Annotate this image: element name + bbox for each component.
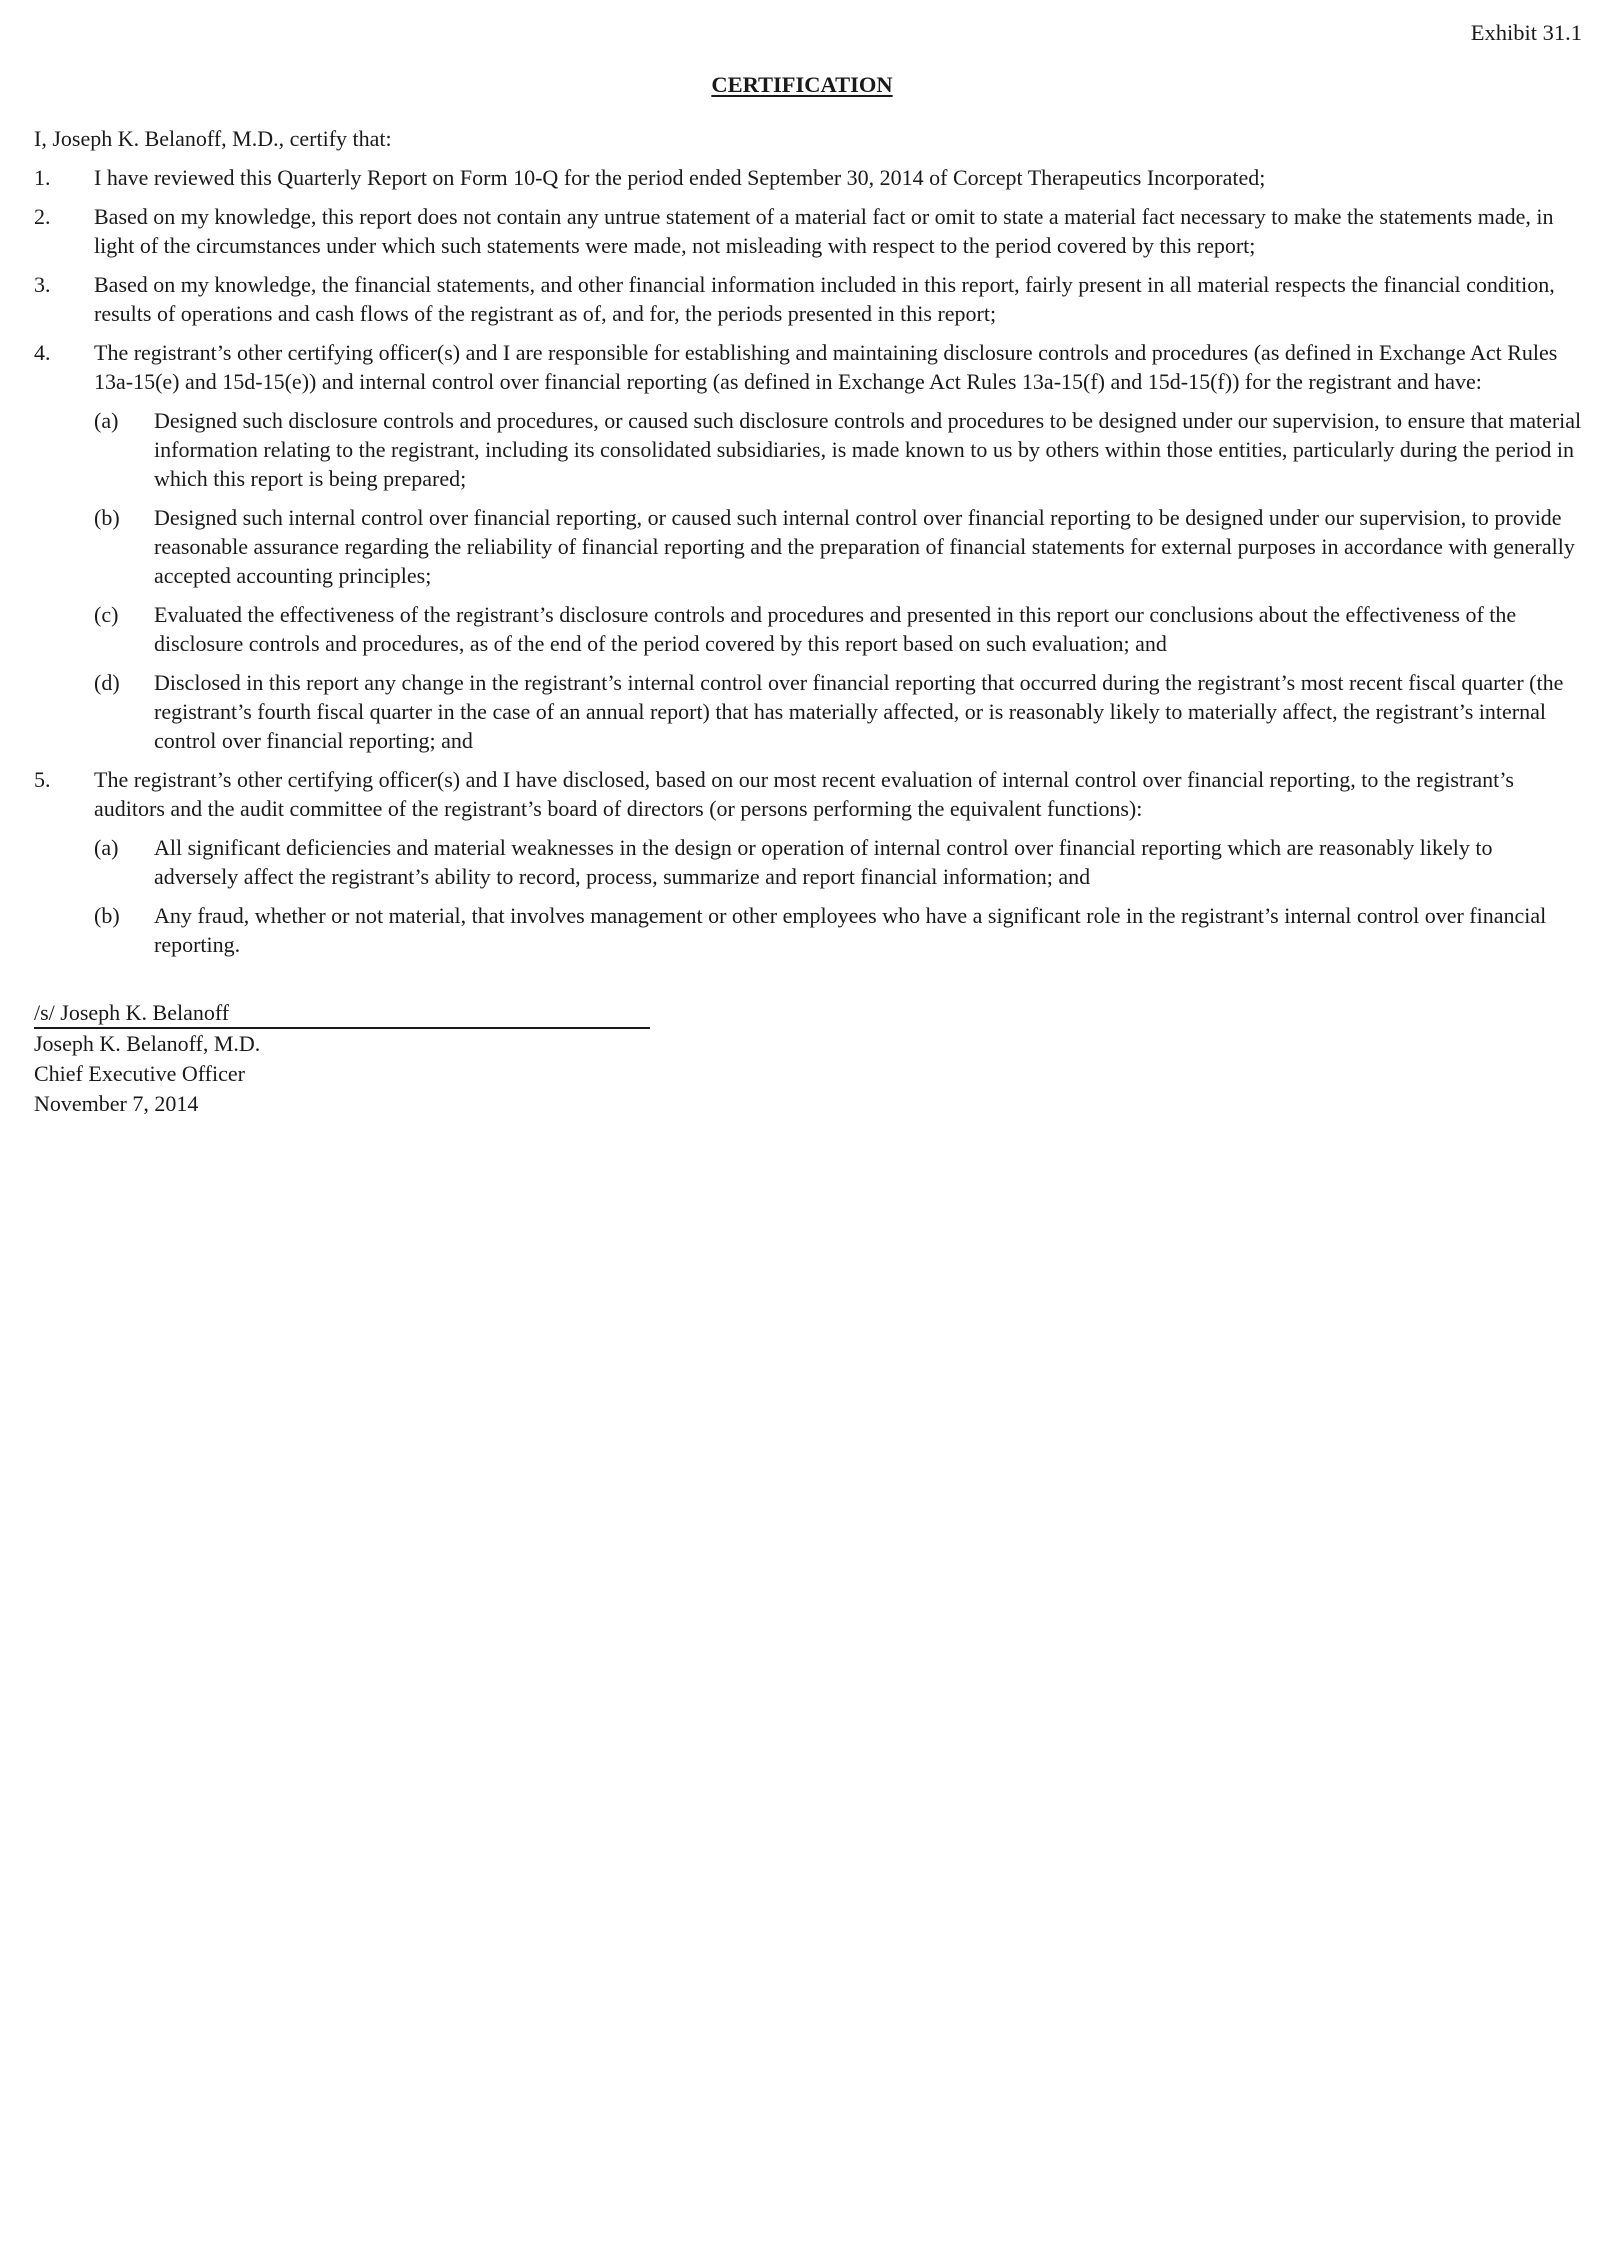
item-number: 5. (34, 767, 51, 792)
subitem-text: Disclosed in this report any change in the registrant’s internal control over financial reporting that occurred during the registrant’s most recent fiscal quarter (the registrant’s fourth fiscal quarter in the case of an annual report) that has materially affected, or is reasonably likely to materially affect, the registrant’s internal control over financial reporting; and (154, 670, 1564, 753)
subitem-text: Designed such disclosure controls and procedures, or caused such disclosure controls and procedures to be designed under our supervision, to ensure that material information relating to the registrant, including its consolidated subsidiaries, is made known to us by others within those entities, particularly during the period in which this report is being prepared; (154, 408, 1582, 491)
certification-item-5 (34, 765, 1582, 823)
certification-item-4 (34, 338, 1582, 396)
certification-item-3 (34, 270, 1582, 328)
document-title: CERTIFICATION (711, 72, 893, 97)
item-number: 4. (34, 340, 51, 365)
item-text: The registrant’s other certifying officer(s) and I are responsible for establishing and maintaining disclosure controls and procedures (as defined in Exchange Act Rules 13a-15(e) and 15d-15(e)) and internal control over financial reporting (as defined in Exchange Act Rules 13a-15(f) and 15d-15(f)) for the registrant and have: (94, 340, 1558, 394)
exhibit-label: Exhibit 31.1 (1470, 20, 1582, 45)
subitem-label: (b) (94, 505, 120, 530)
item-number: 2. (34, 204, 51, 229)
item-text: Based on my knowledge, the financial statements, and other financial information included in this report, fairly present in all material respects the financial condition, results of operations and cash flows of the registrant as of, and for, the periods presented in this report; (94, 272, 1555, 326)
certification-subitem-4a (94, 406, 1582, 493)
certification-subitem-5a (94, 833, 1582, 891)
item-text: Based on my knowledge, this report does not contain any untrue statement of a material fact or omit to state a material fact necessary to make the statements made, in light of the circumstances under which such statements were made, not misleading with respect to the period covered by this report; (94, 204, 1554, 258)
subitem-text: Evaluated the effectiveness of the registrant’s disclosure controls and procedures and presented in this report our conclusions about the effectiveness of the disclosure controls and procedures, as of the end of the period covered by this report based on such evaluation; and (154, 602, 1517, 656)
certification-subitem-4b (94, 503, 1582, 590)
subitem-label: (d) (94, 670, 120, 695)
intro-statement: I, Joseph K. Belanoff, M.D., certify that: (34, 126, 392, 151)
signer-title: Chief Executive Officer (34, 1061, 245, 1086)
subitem-label: (a) (94, 408, 119, 433)
subitem-label: (b) (94, 903, 120, 928)
signature-block (34, 999, 1582, 1119)
item-number: 1. (34, 165, 51, 190)
document-page (34, 18, 1582, 1119)
subitem-text: Designed such internal control over financial reporting, or caused such internal control over financial reporting to be designed under our supervision, to provide reasonable assurance regarding the reliability of financial reporting and the preparation of financial statements for external purposes in accordance with generally accepted accounting principles; (154, 505, 1575, 588)
certification-subitem-4c (94, 600, 1582, 658)
certification-item-2 (34, 202, 1582, 260)
certification-subitem-4d (94, 668, 1582, 755)
subitem-label: (c) (94, 602, 119, 627)
signature-line: /s/ Joseph K. Belanoff (34, 999, 650, 1029)
subitem-text: All significant deficiencies and material weaknesses in the design or operation of internal control over financial reporting which are reasonably likely to adversely affect the registrant’s ability to record, process, summarize and report financial information; and (154, 835, 1493, 889)
subitem-label: (a) (94, 835, 119, 860)
certification-item-1 (34, 163, 1582, 192)
certification-subitem-5b (94, 901, 1582, 959)
item-text: The registrant’s other certifying officer(s) and I have disclosed, based on our most recent evaluation of internal control over financial reporting, to the registrant’s auditors and the audit committee of the registrant’s board of directors (or persons performing the equivalent functions): (94, 767, 1514, 821)
signature-date: November 7, 2014 (34, 1091, 199, 1116)
item-number: 3. (34, 272, 51, 297)
signer-name: Joseph K. Belanoff, M.D. (34, 1031, 261, 1056)
item-text: I have reviewed this Quarterly Report on Form 10-Q for the period ended September 30, 2014 of Corcept Therapeutics Incorporated; (94, 165, 1266, 190)
subitem-text: Any fraud, whether or not material, that involves management or other employees who have a significant role in the registrant’s internal control over financial reporting. (154, 903, 1547, 957)
